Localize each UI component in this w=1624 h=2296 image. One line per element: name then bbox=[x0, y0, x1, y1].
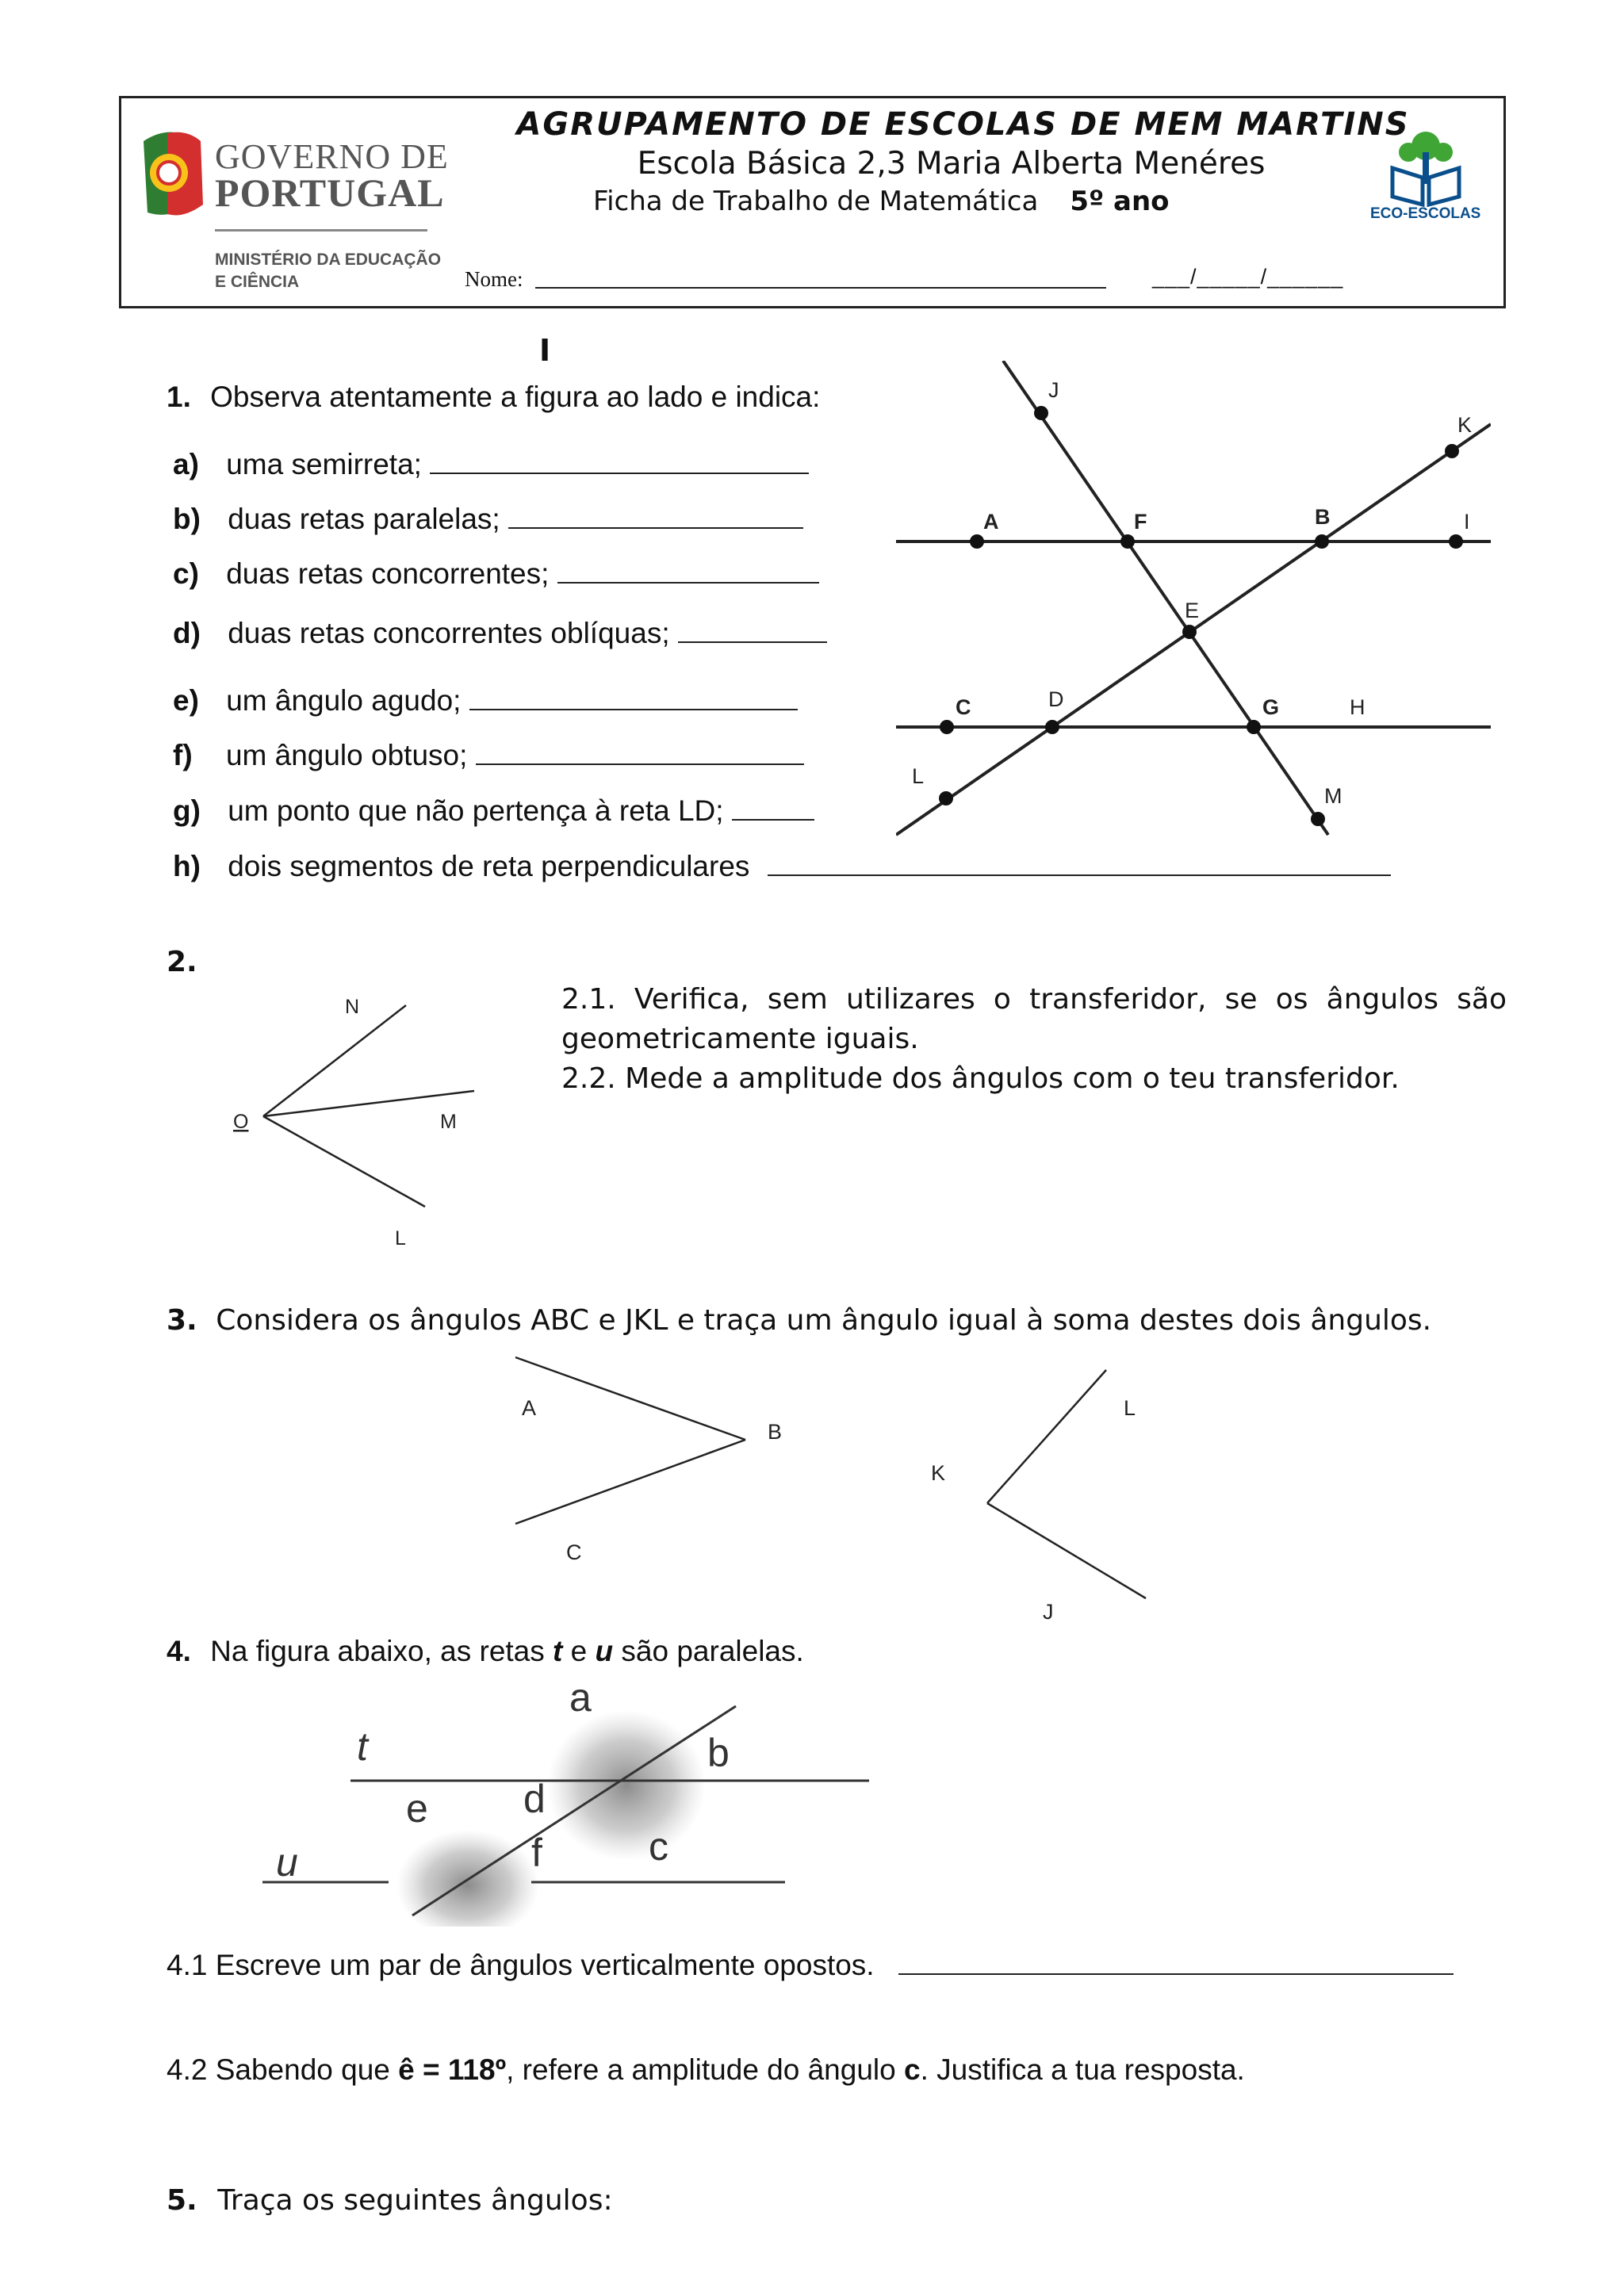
item-text: duas retas concorrentes; bbox=[226, 557, 550, 590]
eco-escolas-icon bbox=[1378, 128, 1473, 208]
item-text: duas retas concorrentes oblíquas; bbox=[228, 617, 670, 649]
q4-text-post: são paralelas. bbox=[613, 1635, 804, 1667]
q4-and: e bbox=[562, 1635, 596, 1667]
ray-OL bbox=[263, 1116, 425, 1207]
worksheet-name: Ficha de Trabalho de Matemática bbox=[593, 186, 1039, 217]
label-u: u bbox=[276, 1840, 298, 1885]
answer-line[interactable] bbox=[557, 558, 819, 584]
q4-number: 4. bbox=[167, 1635, 191, 1667]
point-E bbox=[1182, 625, 1197, 639]
answer-line[interactable] bbox=[678, 618, 827, 643]
answer-line[interactable] bbox=[732, 795, 814, 821]
q3-number: 3. bbox=[167, 1304, 197, 1337]
q3-prompt bbox=[167, 1304, 1431, 1337]
ministry-line1: MINISTÉRIO DA EDUCAÇÃO bbox=[215, 251, 442, 269]
label-C: C bbox=[956, 695, 971, 719]
q4-2-angle: c bbox=[904, 2053, 921, 2086]
q2-number: 2. bbox=[167, 946, 197, 978]
header-box bbox=[119, 96, 1506, 308]
line-JM bbox=[1003, 361, 1328, 835]
point-J bbox=[1034, 406, 1048, 420]
q1-prompt bbox=[167, 381, 820, 414]
label-I: I bbox=[1464, 510, 1470, 534]
point-K bbox=[1445, 444, 1459, 458]
q3-text: Considera os ângulos ABC e JKL e traça um ângulo igual à soma destes dois ângulos. bbox=[216, 1304, 1432, 1337]
ray-ON bbox=[263, 1005, 406, 1116]
label-c: c bbox=[649, 1824, 668, 1869]
point-I bbox=[1449, 534, 1463, 549]
label-F: F bbox=[1134, 510, 1147, 534]
answer-line[interactable] bbox=[898, 1950, 1454, 1975]
label-C: C bbox=[566, 1540, 582, 1564]
item-letter: d) bbox=[173, 617, 201, 649]
q1-item-c bbox=[173, 557, 819, 591]
label-K: K bbox=[931, 1461, 946, 1485]
label-L: L bbox=[395, 1227, 406, 1249]
q1-item-e bbox=[173, 684, 798, 718]
label-d: d bbox=[523, 1777, 546, 1821]
label-a: a bbox=[569, 1675, 592, 1720]
q4-parallel-figure bbox=[254, 1673, 880, 1927]
label-M: M bbox=[440, 1111, 457, 1133]
portugal-flag-icon bbox=[128, 125, 215, 228]
answer-line[interactable] bbox=[469, 685, 798, 710]
q4-1 bbox=[167, 1949, 1454, 1982]
q1-item-h bbox=[173, 850, 1391, 883]
q2-sub1-cont: geometricamente iguais. bbox=[561, 1023, 919, 1055]
label-b: b bbox=[707, 1731, 730, 1775]
label-L: L bbox=[1124, 1396, 1136, 1420]
q5-text: Traça os seguintes ângulos: bbox=[217, 2184, 613, 2217]
q4-2 bbox=[167, 2053, 1245, 2087]
q2-sub1: 2.1. Verifica, sem utilizares o transferidor, se os ângulos são bbox=[561, 983, 1507, 1016]
q4-t: t bbox=[553, 1635, 563, 1667]
school-group-title: AGRUPAMENTO DE ESCOLAS DE MEM MARTINS bbox=[516, 106, 1410, 143]
name-label: Nome: bbox=[465, 267, 523, 291]
q1-text: Observa atentamente a figura ao lado e indica: bbox=[210, 381, 821, 413]
item-text: duas retas paralelas; bbox=[228, 503, 500, 535]
item-text: um ângulo agudo; bbox=[226, 684, 462, 717]
point-L bbox=[939, 791, 953, 806]
q4-2-value: ê = 118º bbox=[398, 2053, 507, 2086]
q2-angles-figure bbox=[222, 983, 492, 1253]
answer-line[interactable] bbox=[508, 503, 803, 529]
label-O: O bbox=[233, 1111, 249, 1133]
label-A: A bbox=[522, 1396, 537, 1420]
label-J: J bbox=[1043, 1600, 1054, 1624]
label-G: G bbox=[1262, 695, 1280, 719]
item-letter: c) bbox=[173, 557, 199, 590]
label-B: B bbox=[768, 1420, 783, 1444]
q1-item-f bbox=[173, 739, 804, 772]
q4-text-pre: Na figura abaixo, as retas bbox=[210, 1635, 553, 1667]
q1-item-g bbox=[173, 794, 814, 828]
gov-line2: PORTUGAL bbox=[215, 170, 445, 215]
label-H: H bbox=[1350, 695, 1365, 719]
item-text: uma semirreta; bbox=[226, 448, 422, 480]
label-M: M bbox=[1324, 784, 1342, 808]
name-field[interactable] bbox=[535, 287, 1106, 289]
q3-angles-figure bbox=[500, 1348, 1182, 1633]
label-A: A bbox=[983, 510, 999, 534]
item-letter: b) bbox=[173, 503, 201, 535]
label-E: E bbox=[1185, 599, 1200, 622]
item-letter: a) bbox=[173, 448, 199, 480]
section-label: I bbox=[539, 333, 551, 368]
ray-KL bbox=[987, 1370, 1106, 1503]
q5-prompt bbox=[167, 2184, 613, 2217]
label-D: D bbox=[1048, 687, 1064, 711]
point-D bbox=[1045, 720, 1059, 734]
ray-BC bbox=[515, 1440, 745, 1524]
worksheet-title bbox=[593, 186, 1170, 217]
label-K: K bbox=[1457, 413, 1473, 437]
point-B bbox=[1315, 534, 1329, 549]
label-t: t bbox=[357, 1724, 368, 1769]
ministry-line2: E CIÊNCIA bbox=[215, 273, 300, 291]
q4-u: u bbox=[595, 1635, 614, 1667]
label-J: J bbox=[1048, 378, 1059, 402]
answer-line[interactable] bbox=[430, 449, 809, 474]
q4-2-post: . Justifica a tua resposta. bbox=[920, 2053, 1245, 2086]
item-text: um ponto que não pertença à reta LD; bbox=[228, 794, 724, 827]
q4-prompt bbox=[167, 1635, 804, 1668]
label-f: f bbox=[531, 1831, 542, 1875]
label-N: N bbox=[345, 996, 360, 1018]
answer-line[interactable] bbox=[768, 851, 1391, 876]
eco-escolas-label: ECO-ESCOLAS bbox=[1370, 205, 1481, 222]
item-letter: h) bbox=[173, 850, 201, 882]
date-field[interactable]: ___/_____/______ bbox=[1152, 265, 1344, 289]
q2-sub2: 2.2. Mede a amplitude dos ângulos com o teu transferidor. bbox=[561, 1062, 1400, 1095]
ray-KJ bbox=[987, 1503, 1146, 1598]
shaded-angle-top bbox=[547, 1710, 706, 1861]
gov-divider bbox=[215, 229, 427, 232]
item-letter: e) bbox=[173, 684, 199, 717]
q4-2-mid: , refere a amplitude do ângulo bbox=[506, 2053, 904, 2086]
item-text: dois segmentos de reta perpendiculares bbox=[228, 850, 750, 882]
gov-line1: GOVERNO DE bbox=[215, 137, 449, 176]
ray-BA bbox=[515, 1357, 745, 1440]
grade-label: 5º ano bbox=[1070, 186, 1170, 217]
label-B: B bbox=[1315, 505, 1331, 529]
q1-item-b bbox=[173, 503, 803, 536]
q4-2-pre: 4.2 Sabendo que bbox=[167, 2053, 399, 2086]
point-C bbox=[940, 720, 954, 734]
point-A bbox=[970, 534, 984, 549]
q1-item-d bbox=[173, 617, 827, 650]
q4-1-text: 4.1 Escreve um par de ângulos verticalmente opostos. bbox=[167, 1949, 875, 1981]
q1-item-a bbox=[173, 448, 809, 481]
school-name: Escola Básica 2,3 Maria Alberta Menéres bbox=[637, 146, 1266, 182]
answer-line[interactable] bbox=[476, 740, 804, 765]
point-F bbox=[1120, 534, 1135, 549]
item-letter: g) bbox=[173, 794, 201, 827]
point-M bbox=[1311, 812, 1325, 826]
q1-lines-figure bbox=[896, 361, 1491, 836]
label-e: e bbox=[406, 1786, 428, 1831]
point-G bbox=[1247, 720, 1261, 734]
item-text: um ângulo obtuso; bbox=[225, 739, 468, 771]
item-letter: f) bbox=[173, 739, 193, 771]
q1-number: 1. bbox=[167, 381, 191, 413]
label-L: L bbox=[912, 764, 925, 788]
q5-number: 5. bbox=[167, 2184, 197, 2217]
